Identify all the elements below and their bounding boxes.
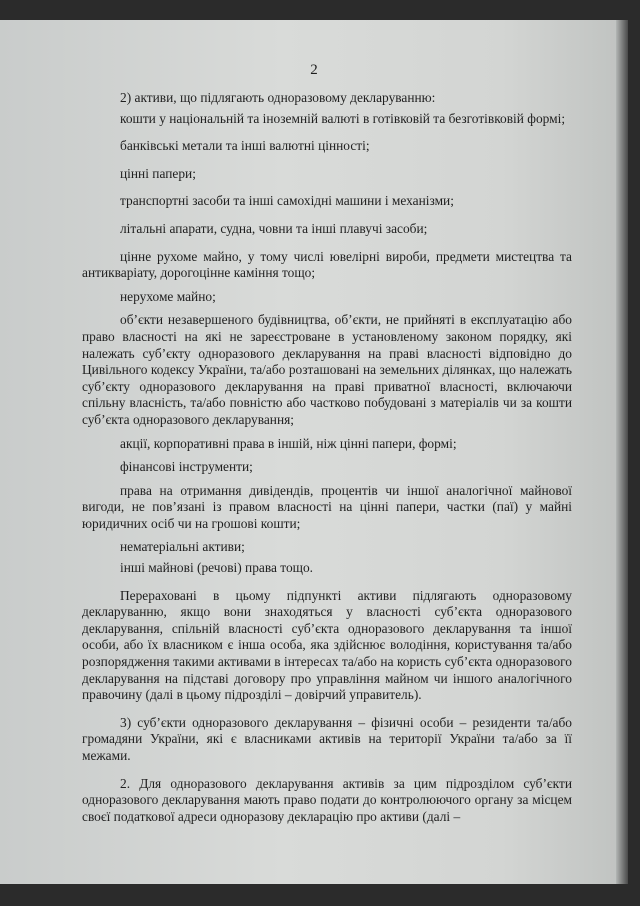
paragraph-section-2: 2. Для одноразового декларування активів за цим підрозділом суб’єкти одноразового декларування мають право подати до контролюючого органу за місцем своєї податкової адреси одноразову декларацію про активи (далі – [82,775,572,824]
paragraph-rights: права на отримання дивідендів, процентів чи іншої аналогічної майнової вигоди, не пов’язані із правом власності на цінні папери, частки (паї) у майні юридичних осіб чи на грошові кошти; [82,482,572,531]
paragraph-vehicles: транспортні засоби та інші самохідні машини і механізми; [120,193,454,209]
document-page [0,20,628,884]
paragraph-bank-metals: банківські метали та інші валютні цінності; [120,138,370,154]
paragraph-item-3: 3) суб’єкти одноразового декларування – фізичні особи – резиденти та/або громадяни України, які є власниками активів на території України та/або за її межами. [82,714,572,763]
paragraph-financial-instruments: фінансові інструменти; [120,459,253,475]
paragraph-real-estate: нерухоме майно; [120,288,216,304]
paragraph-securities: цінні папери; [120,165,196,181]
paragraph-cash: кошти у національній та іноземній валюті в готівковій та безготівковій формі; [120,110,566,126]
page-edge-shadow [616,20,628,884]
paragraph-listed-assets: Перераховані в цьому підпункті активи підлягають одноразовому декларуванню, якщо вони знаходяться у власності суб’єкта одноразового декларування, спільній власності суб’єкта одноразового декларування та іншої особи, або їх власником є інша особа, яка здійснює володіння, користування та/або розпорядження такими активами в інтересах та/або на користь суб’єкта одноразового декларування на підставі договору про управління майном чи іншого аналогічного правочину (далі в цьому підрозділі – довірчий управитель). [82,587,572,703]
paragraph-other-rights: інші майнові (речові) права тощо. [120,560,314,576]
paragraph-aircraft: літальні апарати, судна, човни та інші плавучі засоби; [120,220,428,236]
paragraph-intangible-assets: нематеріальні активи; [120,539,245,555]
paragraph-shares: акції, корпоративні права в іншій, ніж цінні папери, формі; [120,435,457,451]
paragraph-movable-property: цінне рухоме майно, у тому числі ювелірні вироби, предмети мистецтва та антикваріату, дорогоцінне каміння тощо; [82,248,572,281]
paragraph-item-2: 2) активи, що підлягають одноразовому декларуванню: [120,90,436,105]
page-number: 2 [310,62,318,78]
paragraph-construction: об’єкти незавершеного будівництва, об’єкти, не прийняті в експлуатацію або право власності на які не зареєстроване в установленому законом порядку, які належать суб’єкту одноразового декларування на праві власності відповідно до Цивільного кодексу України, та/або розташовані на земельних ділянках, що належать суб’єкту одноразового декларування на праві приватної власності, включаючи спільну власність, та/або повністю або частково побудовані з матеріалів чи за кошти суб’єкта одноразового декларування; [82,312,572,427]
document-body [82,90,572,825]
